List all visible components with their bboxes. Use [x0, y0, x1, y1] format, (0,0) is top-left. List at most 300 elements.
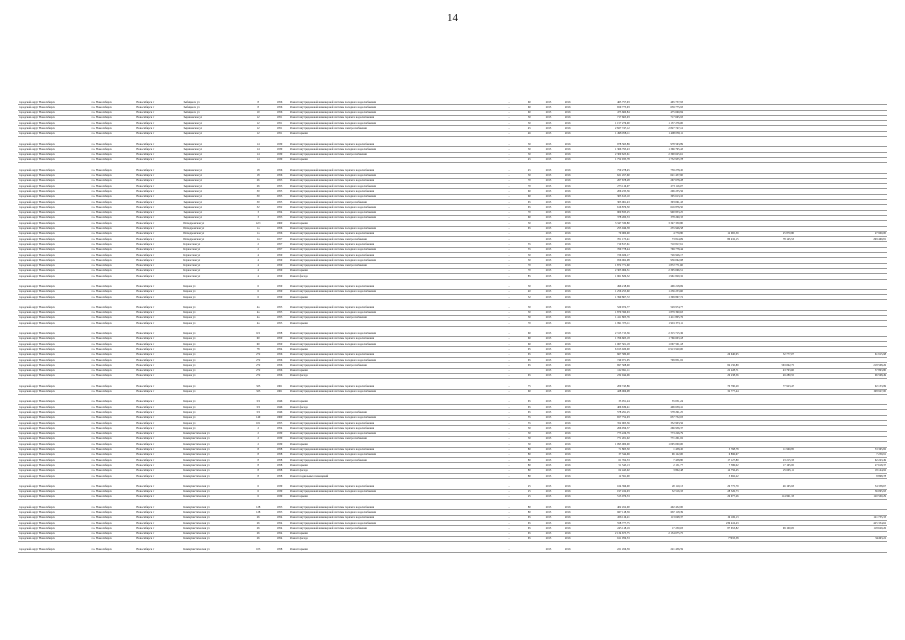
municipality-cell: городской округ Новосибирск [18, 110, 91, 115]
year-end-cell: 2016 [558, 310, 577, 315]
house-number-cell: 3/2 [246, 410, 269, 415]
fund-cost-cell: 659 775,93 [631, 105, 684, 110]
city-cell: Новосибирск г [135, 215, 182, 220]
dash-cell: – [498, 253, 519, 258]
total-cost-cell: 1 752 935,78 [577, 157, 630, 162]
fund-cost-cell: 900 833,25 [631, 210, 684, 215]
wear-percent-cell: 60 [520, 194, 539, 199]
municipality-cell: городской округ Новосибирск [18, 263, 91, 268]
total-cost-cell: 456 116,21 [577, 515, 630, 520]
city-cell: Новосибирск г [135, 521, 182, 526]
wear-percent-cell: 25 [520, 484, 539, 489]
total-cost-cell: 71 803,50 [577, 447, 630, 452]
dash-cell: – [498, 521, 519, 526]
municipality-cell: городской округ Новосибирск [18, 400, 91, 405]
year-end-cell: 2016 [558, 358, 577, 363]
total-cost-cell: 378 260,33 [577, 215, 630, 220]
district-cell: г.о. Новосибирск [91, 178, 136, 183]
municipality-cell: городской округ Новосибирск [18, 421, 91, 426]
work-type-cell: Ремонт внутридомовой инженерной системы холодного водоснабжения [289, 342, 498, 347]
house-number-cell: 12 [246, 131, 269, 136]
work-type-cell: Ремонт крыши [289, 494, 498, 499]
work-type-cell: Ремонт внутридомовой инженерной системы горячего водоснабжения [289, 115, 498, 120]
build-year-cell: 1958 [270, 332, 289, 337]
cost-col-3-cell: 87 653,82 [684, 526, 740, 531]
municipality-cell: городской округ Новосибирск [18, 389, 91, 394]
municipality-cell: городской округ Новосибирск [18, 205, 91, 210]
house-number-cell: 8 [246, 474, 269, 479]
dash-cell: – [498, 115, 519, 120]
total-cost-cell: 232 944,06 [577, 373, 630, 378]
district-cell: г.о. Новосибирск [91, 521, 136, 526]
year-end-cell: 2016 [558, 389, 577, 394]
district-cell: г.о. Новосибирск [91, 447, 136, 452]
wear-percent-cell: 30 [520, 426, 539, 431]
dash-cell: – [498, 215, 519, 220]
wear-percent-cell: 85 [520, 274, 539, 279]
district-cell: г.о. Новосибирск [91, 121, 136, 126]
total-cost-cell: 726 926,17 [577, 253, 630, 258]
build-year-cell: 1959 [270, 274, 289, 279]
cost-col-3-cell: 29 977,26 [684, 494, 740, 499]
work-type-cell: Ремонт крыши [289, 463, 498, 468]
work-type-cell: Ремонт внутридомовой инженерной системы горячего водоснабжения [289, 305, 498, 310]
total-cost-cell: 773 226,79 [577, 431, 630, 436]
total-cost-cell: 406 639,41 [577, 405, 630, 410]
build-year-cell: 1956 [270, 373, 289, 378]
district-cell: г.о. Новосибирск [91, 147, 136, 152]
year-start-cell: 2015 [539, 268, 558, 273]
work-type-cell: Ремонт внутридомовой инженерной системы холодного водоснабжения [289, 489, 498, 494]
total-cost-cell: 37 344,69 [577, 452, 630, 457]
year-start-cell: 2015 [539, 431, 558, 436]
work-type-cell: Ремонт внутридомовой инженерной системы горячего водоснабжения [289, 142, 498, 147]
cost-col-6-cell: 299 469,81 [831, 237, 887, 242]
work-type-cell: Ремонт внутридомовой инженерной системы холодного водоснабжения [289, 310, 498, 315]
fund-cost-cell: 1 157 276,00 [631, 121, 684, 126]
city-cell: Новосибирск г [135, 315, 182, 320]
dash-cell: – [498, 226, 519, 231]
wear-percent-cell: 60 [520, 105, 539, 110]
city-cell: Новосибирск г [135, 400, 182, 405]
build-year-cell: 1956 [270, 358, 289, 363]
fund-cost-cell: 726 926,17 [631, 253, 684, 258]
street-cell: Кирова ул [182, 400, 246, 405]
dash-cell: – [498, 368, 519, 373]
year-start-cell: 2015 [539, 178, 558, 183]
total-cost-cell: 164 396,00 [577, 484, 630, 489]
year-start-cell: 2015 [539, 231, 558, 236]
wear-percent-cell: 95 [520, 347, 539, 352]
year-start-cell: 2015 [539, 285, 558, 290]
dash-cell: – [498, 536, 519, 541]
street-cell: Кирова ул [182, 285, 246, 290]
work-type-cell: Ремонт внутридомовой инженерной системы холодного водоснабжения [289, 147, 498, 152]
year-start-cell: 2015 [539, 100, 558, 105]
build-year-cell: 1956 [270, 352, 289, 357]
street-cell: Кирова ул [182, 332, 246, 337]
district-cell: г.о. Новосибирск [91, 474, 136, 479]
build-year-cell: 1959 [270, 268, 289, 273]
dash-cell: – [498, 184, 519, 189]
fund-cost-cell: 667 118,39 [631, 510, 684, 515]
build-year-cell: 1951 [270, 131, 289, 136]
district-cell: г.о. Новосибирск [91, 373, 136, 378]
wear-percent-cell: 70 [520, 263, 539, 268]
work-type-cell: Ремонт внутридомовой инженерной системы электроснабжения [289, 237, 498, 242]
wear-percent-cell: 35 [520, 415, 539, 420]
work-type-cell: Ремонт внутридомовой инженерной системы электроснабжения [289, 363, 498, 368]
year-end-cell: 2016 [558, 205, 577, 210]
build-year-cell: 1939 [270, 484, 289, 489]
city-cell: Новосибирск г [135, 458, 182, 463]
total-cost-cell: 1 879 390,63 [577, 310, 630, 315]
district-cell: г.о. Новосибирск [91, 347, 136, 352]
build-year-cell: 1946 [270, 400, 289, 405]
municipality-cell: городской округ Новосибирск [18, 173, 91, 178]
total-cost-cell: 1 411 805,76 [577, 315, 630, 320]
wear-percent-cell: 25 [520, 489, 539, 494]
year-start-cell: 2015 [539, 184, 558, 189]
build-year-cell: 1951 [270, 115, 289, 120]
municipality-cell: городской округ Новосибирск [18, 536, 91, 541]
year-end-cell: 2016 [558, 289, 577, 294]
district-cell: г.о. Новосибирск [91, 358, 136, 363]
year-end-cell: 2016 [558, 215, 577, 220]
total-cost-cell: 267 678,28 [577, 178, 630, 183]
city-cell: Новосибирск г [135, 426, 182, 431]
dash-cell: – [498, 458, 519, 463]
municipality-cell: городской округ Новосибирск [18, 115, 91, 120]
work-type-cell: Ремонт внутридомовой инженерной системы электроснабжения [289, 458, 498, 463]
work-type-cell: Ремонт крыши [289, 547, 498, 552]
district-cell: г.о. Новосибирск [91, 384, 136, 389]
district-cell: г.о. Новосибирск [91, 436, 136, 441]
year-end-cell: 2016 [558, 115, 577, 120]
build-year-cell: 1953 [270, 215, 289, 220]
fund-cost-cell: 305 613,10 [631, 194, 684, 199]
year-start-cell: 2015 [539, 515, 558, 520]
house-number-cell: 60 [246, 342, 269, 347]
year-end-cell: 2016 [558, 526, 577, 531]
municipality-cell: городской округ Новосибирск [18, 184, 91, 189]
house-number-cell: 26 [246, 515, 269, 520]
fund-cost-cell: 1 458,45 [631, 447, 684, 452]
street-cell: Кирова ул [182, 421, 246, 426]
year-start-cell: 2015 [539, 373, 558, 378]
street-cell: Коммунистическая ул [182, 515, 246, 520]
city-cell: Новосибирск г [135, 305, 182, 310]
year-end-cell: 2016 [558, 431, 577, 436]
house-number-cell: 8 [246, 105, 269, 110]
dash-cell: – [498, 442, 519, 447]
build-year-cell: 1952 [270, 205, 289, 210]
cost-col-4-cell: 25 870,80 [740, 231, 796, 236]
year-start-cell: 2015 [539, 105, 558, 110]
district-cell: г.о. Новосибирск [91, 305, 136, 310]
wear-percent-cell: 65 [520, 531, 539, 536]
district-cell: г.о. Новосибирск [91, 126, 136, 131]
wear-percent-cell: 30 [520, 315, 539, 320]
dash-cell: – [498, 321, 519, 326]
wear-percent-cell: 75 [520, 384, 539, 389]
work-type-cell: Ремонт внутридомовой инженерной системы холодного водоснабжения [289, 521, 498, 526]
dash-cell: – [498, 447, 519, 452]
house-number-cell: 272 [246, 352, 269, 357]
house-number-cell: 6 [246, 484, 269, 489]
wear-percent-cell: 30 [520, 305, 539, 310]
year-end-cell: 2016 [558, 452, 577, 457]
fund-cost-cell: 1 991 373,11 [631, 321, 684, 326]
total-cost-cell: 197 434,93 [577, 489, 630, 494]
work-type-cell: Ремонт внутридомовой инженерной системы горячего водоснабжения [289, 384, 498, 389]
build-year-cell: 1955 [270, 189, 289, 194]
fund-cost-cell: 2 300 625,61 [631, 152, 684, 157]
street-cell: Зыряновская ул [182, 168, 246, 173]
wear-percent-cell: 65 [520, 400, 539, 405]
wear-percent-cell: 65 [520, 536, 539, 541]
year-start-cell: 2015 [539, 510, 558, 515]
house-number-cell: 26 [246, 536, 269, 541]
dash-cell: – [498, 285, 519, 290]
district-cell: г.о. Новосибирск [91, 221, 136, 226]
house-number-cell: 325 [246, 384, 269, 389]
house-number-cell: 2 [246, 426, 269, 431]
district-cell: г.о. Новосибирск [91, 268, 136, 273]
city-cell: Новосибирск г [135, 268, 182, 273]
city-cell: Новосибирск г [135, 505, 182, 510]
cost-col-3-cell: 12 065,39 [684, 231, 740, 236]
year-start-cell: 2015 [539, 263, 558, 268]
year-start-cell: 2015 [539, 363, 558, 368]
street-cell: Ипподромская ул [182, 231, 246, 236]
fund-cost-cell: 2 315 715,36 [631, 332, 684, 337]
dash-cell: – [498, 274, 519, 279]
municipality-cell: городской округ Новосибирск [18, 415, 91, 420]
house-number-cell: 6/2 [246, 332, 269, 337]
year-end-cell: 2016 [558, 463, 577, 468]
build-year-cell: 1955 [270, 321, 289, 326]
year-start-cell: 2015 [539, 405, 558, 410]
house-number-cell: 1а [246, 237, 269, 242]
cost-col-6-cell: 118 629,26 [831, 526, 887, 531]
dash-cell: – [498, 531, 519, 536]
wear-percent-cell: 65 [520, 515, 539, 520]
municipality-cell: городской округ Новосибирск [18, 352, 91, 357]
work-type-cell: Ремонт крыши [289, 221, 498, 226]
year-start-cell: 2015 [539, 152, 558, 157]
year-start-cell: 2015 [539, 226, 558, 231]
city-cell: Новосибирск г [135, 368, 182, 373]
year-end-cell: 2016 [558, 126, 577, 131]
year-start-cell: 2015 [539, 536, 558, 541]
city-cell: Новосибирск г [135, 221, 182, 226]
work-type-cell: Ремонт внутридомовой инженерной системы холодного водоснабжения [289, 184, 498, 189]
house-number-cell: 272 [246, 358, 269, 363]
work-type-cell: Ремонт внутридомовой инженерной системы горячего водоснабжения [289, 168, 498, 173]
city-cell: Новосибирск г [135, 289, 182, 294]
year-end-cell: 2016 [558, 100, 577, 105]
year-end-cell: 2016 [558, 157, 577, 162]
fund-cost-cell: 1 872 771,60 [631, 263, 684, 268]
build-year-cell: 1956 [270, 226, 289, 231]
street-cell: Кирова ул [182, 352, 246, 357]
year-start-cell: 2015 [539, 321, 558, 326]
year-start-cell: 2015 [539, 484, 558, 489]
municipality-cell: городской округ Новосибирск [18, 447, 91, 452]
work-type-cell: Ремонт внутридомовой инженерной системы холодного водоснабжения [289, 194, 498, 199]
city-cell: Новосибирск г [135, 147, 182, 152]
dash-cell: – [498, 205, 519, 210]
cost-col-6-cell: 61 915,98 [831, 352, 887, 357]
municipality-cell: городской округ Новосибирск [18, 242, 91, 247]
build-year-cell: 1960 [270, 415, 289, 420]
fund-cost-cell: 352 903,56 [631, 421, 684, 426]
cost-col-6-cell: 218 508,26 [831, 363, 887, 368]
year-start-cell: 2015 [539, 526, 558, 531]
build-year-cell: 1939 [270, 157, 289, 162]
district-cell: г.о. Новосибирск [91, 258, 136, 263]
fund-cost-cell: 4 770,80 [631, 231, 684, 236]
year-end-cell: 2016 [558, 315, 577, 320]
work-type-cell: Ремонт внутридомовой инженерной системы холодного водоснабжения [289, 100, 498, 105]
city-cell: Новосибирск г [135, 258, 182, 263]
year-start-cell: 2015 [539, 115, 558, 120]
city-cell: Новосибирск г [135, 200, 182, 205]
street-cell: Коммунистическая ул [182, 442, 246, 447]
year-start-cell: 2015 [539, 336, 558, 341]
house-number-cell: 18 [246, 173, 269, 178]
wear-percent-cell: 30 [520, 121, 539, 126]
total-cost-cell: 1 095 000,00 [577, 442, 630, 447]
year-end-cell: 2016 [558, 189, 577, 194]
district-cell: г.о. Новосибирск [91, 247, 136, 252]
district-cell: г.о. Новосибирск [91, 105, 136, 110]
municipality-cell: городской округ Новосибирск [18, 268, 91, 273]
dash-cell: – [498, 373, 519, 378]
city-cell: Новосибирск г [135, 526, 182, 531]
municipality-cell: городской округ Новосибирск [18, 305, 91, 310]
city-cell: Новосибирск г [135, 142, 182, 147]
house-number-cell: 272 [246, 363, 269, 368]
municipality-cell: городской округ Новосибирск [18, 336, 91, 341]
year-start-cell: 2015 [539, 505, 558, 510]
city-cell: Новосибирск г [135, 184, 182, 189]
wear-percent-cell: 65 [520, 405, 539, 410]
year-end-cell: 2016 [558, 447, 577, 452]
street-cell: Зыряновская ул [182, 205, 246, 210]
district-cell: г.о. Новосибирск [91, 431, 136, 436]
dash-cell: – [498, 347, 519, 352]
street-cell: Зыряновская ул [182, 178, 246, 183]
wear-percent-cell: 80 [520, 468, 539, 473]
build-year-cell: 1958 [270, 458, 289, 463]
total-cost-cell: 900 833,25 [577, 210, 630, 215]
work-type-cell: Ремонт внутридомовой инженерной системы горячего водоснабжения [289, 231, 498, 236]
cost-col-6-cell: 92493,22 [831, 536, 887, 541]
city-cell: Новосибирск г [135, 421, 182, 426]
fund-cost-cell: 771 201,02 [631, 436, 684, 441]
wear-percent-cell: 65 [520, 200, 539, 205]
cost-col-5-cell [795, 547, 831, 552]
district-cell: г.о. Новосибирск [91, 400, 136, 405]
wear-percent-cell: 65 [520, 226, 539, 231]
fund-cost-cell: 96 122,00 [631, 452, 684, 457]
district-cell: г.о. Новосибирск [91, 505, 136, 510]
city-cell: Новосибирск г [135, 547, 182, 552]
fund-cost-cell: 6 913 920,00 [631, 347, 684, 352]
wear-percent-cell: 30 [520, 142, 539, 147]
house-number-cell: 2 [246, 431, 269, 436]
cost-col-3-cell: 14 756,45 [684, 468, 740, 473]
total-cost-cell: 3 347 330,80 [577, 221, 630, 226]
build-year-cell: 1960 [270, 221, 289, 226]
year-end-cell: 2016 [558, 268, 577, 273]
district-cell: г.о. Новосибирск [91, 336, 136, 341]
cost-col-3-cell: 32 777,44 [684, 389, 740, 394]
fund-cost-cell: 7 458,80 [631, 458, 684, 463]
build-year-cell: 1954 [270, 515, 289, 520]
district-cell: г.о. Новосибирск [91, 536, 136, 541]
fund-cost-cell: 113 048,37 [631, 515, 684, 520]
wear-percent-cell: 80 [520, 474, 539, 479]
house-number-cell: 103 [246, 547, 269, 552]
house-number-cell: 2 [246, 242, 269, 247]
year-end-cell: 2016 [558, 110, 577, 115]
work-type-cell: Ремонт фасада [289, 405, 498, 410]
dash-cell: – [498, 358, 519, 363]
wear-percent-cell: 60 [520, 215, 539, 220]
wear-percent-cell: 80 [520, 452, 539, 457]
year-end-cell: 2016 [558, 373, 577, 378]
dash-cell: – [498, 247, 519, 252]
total-cost-cell: 1 766 603,18 [577, 336, 630, 341]
year-end-cell: 2016 [558, 332, 577, 337]
street-cell: Зыряновская ул [182, 115, 246, 120]
wear-percent-cell: 30 [520, 310, 539, 315]
work-type-cell: Ремонт внутридомовой инженерной системы холодного водоснабжения [289, 121, 498, 126]
build-year-cell: 1958 [270, 474, 289, 479]
dash-cell: – [498, 268, 519, 273]
street-cell: Коммунистическая ул [182, 463, 246, 468]
street-cell: Зыряновская ул [182, 147, 246, 152]
dash-cell: – [498, 295, 519, 300]
district-cell: г.о. Новосибирск [91, 274, 136, 279]
dash-cell: – [498, 505, 519, 510]
build-year-cell: 1959 [270, 289, 289, 294]
municipality-cell: городской округ Новосибирск [18, 221, 91, 226]
year-end-cell: 2016 [558, 178, 577, 183]
city-cell: Новосибирск г [135, 263, 182, 268]
work-type-cell: Ремонт внутридомовой инженерной системы холодного водоснабжения [289, 205, 498, 210]
total-cost-cell: 475 660,84 [577, 110, 630, 115]
wear-percent-cell: 60 [520, 342, 539, 347]
build-year-cell: 1954 [270, 531, 289, 536]
cost-col-3-cell: 28 326,73 [684, 489, 740, 494]
build-year-cell: 1961 [270, 384, 289, 389]
municipality-cell: городской округ Новосибирск [18, 436, 91, 441]
year-start-cell: 2015 [539, 463, 558, 468]
district-cell: г.о. Новосибирск [91, 458, 136, 463]
street-cell: Кирова ул [182, 358, 246, 363]
build-year-cell: 1939 [270, 489, 289, 494]
build-year-cell: 1956 [270, 100, 289, 105]
work-type-cell: Ремонт внутридомовой инженерной системы горячего водоснабжения [289, 189, 498, 194]
fund-cost-cell: 1 961 829,32 [631, 274, 684, 279]
wear-percent-cell: 46 [520, 131, 539, 136]
city-cell: Новосибирск г [135, 358, 182, 363]
total-cost-cell: 769 778,44 [577, 247, 630, 252]
